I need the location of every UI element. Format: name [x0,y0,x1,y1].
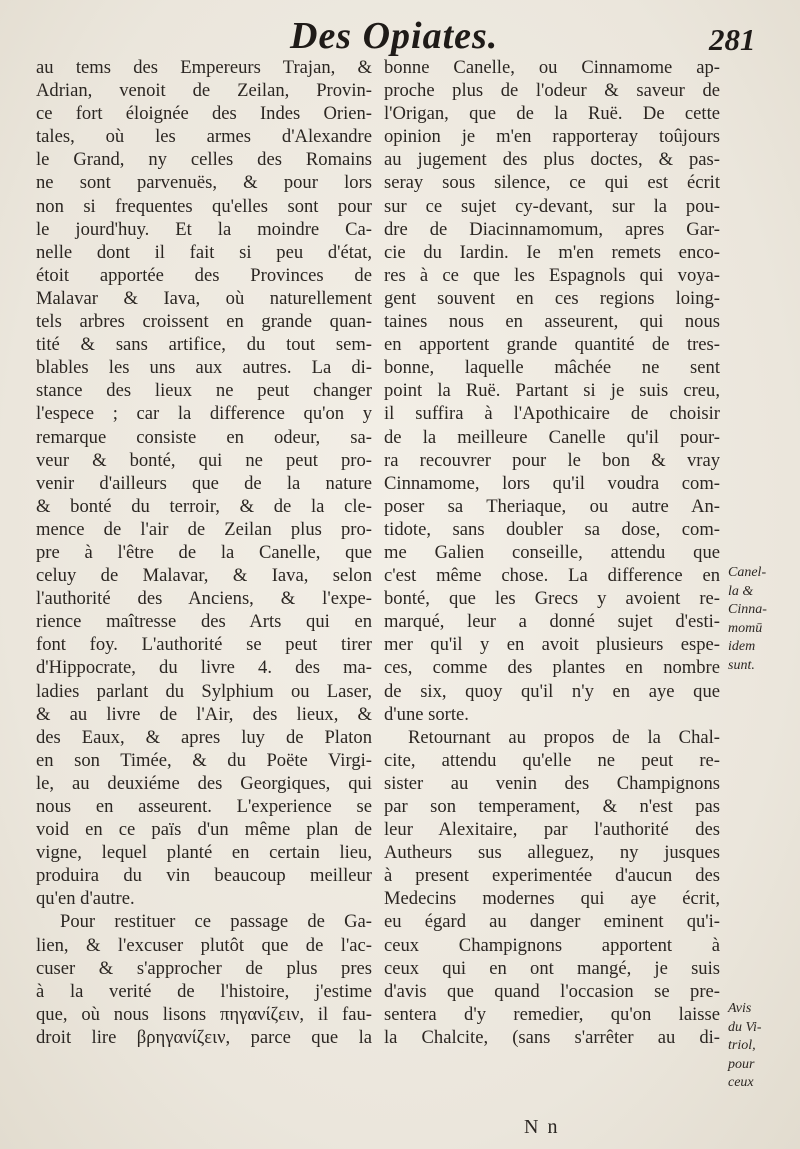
text-line: cuser & s'approcher de plus pres [36,957,372,979]
text-line: il suffira à l'Apothicaire de choisir [384,403,720,425]
text-line: sister au venin des Champignons [384,772,720,794]
text-line: bonne, laquelle mâchée ne sent [384,357,720,379]
text-line: ce fort éloignée des Indes Orien- [36,103,372,125]
text-line: point la Ruë. Partant si je suis creu, [384,380,720,402]
text-line: Cinnamome, lors qu'il voudra com- [384,472,720,494]
text-line: cite, attendu qu'elle ne peut re- [384,749,720,771]
margin-note-line: Avis [728,1001,752,1016]
text-line: ra recouvrer pour le bon & vray [384,449,720,471]
text-line: tels arbres croissent en grande quan- [36,311,372,333]
margin-note-line: Cinna- [728,602,767,617]
margin-note-canella [728,564,798,675]
text-line: remarque consiste en odeur, sa- [36,426,372,448]
text-line: l'authorité des Anciens, & l'expe- [36,588,372,610]
text-line: à la verité de l'histoire, j'estime [36,980,372,1002]
text-line: d'avis que quand l'occasion se pre- [384,980,720,1002]
text-line: stance des lieux ne peut changer [36,380,372,402]
margin-note-line: du Vi- [728,1019,762,1035]
margin-note-line: momū [728,620,763,636]
text-line: de six, quoy qu'il n'y en aye que [384,680,720,702]
text-line: & bonté du terroir, & de la cle- [36,495,372,517]
greek-word-line: droit lire βρηγανίζειν, parce que la [36,1026,372,1048]
text-line: pre à l'être de la Canelle, que [36,541,372,563]
text-line: ceux qui en ont mangé, je suis [384,957,720,979]
text-line: de la meilleure Canelle qu'il pour- [384,426,720,448]
text-line: opinion je m'en rapporteray toûjours [384,126,720,148]
text-line: rience maîtresse des Arts qui en [36,611,372,633]
text-line: mence de l'air de Zeilan plus pro- [36,518,372,540]
margin-note-line: Canel- [728,565,767,580]
text-line: vigne, lequel planté en certain lieu, [36,842,372,864]
text-line: le jourd'huy. Et la moindre Ca- [36,218,372,240]
text-line: bonté, que les Grecs y avoient re- [384,588,720,610]
text-line: l'Origan, que de la Ruë. De cette [384,103,720,125]
text-line: res à ce que les Espagnols qui voya- [384,264,720,286]
text-line: Autheurs sus alleguez, ny jusques [384,842,720,864]
page-header [0,10,800,60]
text-line: en son Timée, & du Poëte Virgi- [36,749,372,771]
greek-word-line: que, où nous lisons πηγανίζειν, il fau- [36,1003,372,1025]
text-line: c'est même chose. La difference en [384,565,720,587]
margin-note-line: sunt. [728,657,755,673]
text-line: dre de Diacinnamomum, apres Gar- [384,218,720,240]
text-line: eu égard au danger eminent qu'i- [384,911,720,933]
signature-mark: N n [524,1116,560,1138]
right-text-column [384,56,720,1049]
text-line: blables les uns aux autres. La di- [36,357,372,379]
margin-note-line: pour [728,1056,755,1072]
text-line: d'Hippocrate, du livre 4. des ma- [36,657,372,679]
running-title: Des Opiates. [290,15,499,57]
text-line: veur & bonté, qui ne peut pro- [36,449,372,471]
text-line: celuy de Malavar, & Iava, selon [36,565,372,587]
text-line: taines nous en asseurent, qui nous [384,311,720,333]
paragraph-end-line: qu'en d'autre. [36,888,135,910]
text-line: en apportent grande quantité de tres- [384,334,720,356]
text-line: tidote, sans doubler sa dose, com- [384,518,720,540]
text-line: venir d'ailleurs que de la nature [36,472,372,494]
paragraph-end-line: d'une sorte. [384,703,469,725]
page-number: 281 [709,22,756,57]
text-line: au tems des Empereurs Trajan, & [36,57,372,78]
text-line: ces, comme des plantes en nombre [384,657,720,679]
text-line: marqué, leur a donné sujet d'esti- [384,611,720,633]
text-line: tales, où les armes d'Alexandre [36,126,372,148]
text-line: des Eaux, & apres luy de Platon [36,726,372,748]
paragraph-start-line: Pour restituer ce passage de Ga- [60,911,372,933]
text-line: par son temperament, & n'est pas [384,796,720,817]
left-text-column [36,56,372,1049]
text-line: la Chalcite, (sans s'arrêter au di- [384,1026,720,1048]
text-line: l'espece ; car la difference qu'on y [36,403,372,425]
text-line: void en ce païs d'un même plan de [36,819,372,841]
text-line: non si frequentes qu'elles sont pour [36,195,372,217]
text-line: poser sa Theriaque, ou autre An- [384,495,720,517]
text-line: mer qu'il y en avoit plusieurs espe- [384,634,720,656]
margin-note-line: ceux [728,1075,754,1090]
margin-note-line: la & [728,583,754,599]
text-line: font foy. L'authorité se peut tirer [36,634,372,656]
text-line: à present experimentée d'aucun des [384,865,720,887]
margin-note-vitriol [728,1000,798,1093]
text-line: ladies parlant du Sylphium ou Laser, [36,680,372,702]
text-line: étoit apportée des Provinces de [36,264,372,286]
text-line: bonne Canelle, ou Cinnamome ap- [384,57,720,78]
margin-note-line: triol, [728,1038,756,1053]
text-line: Malavar & Iava, où naturellement [36,287,372,309]
text-line: Adrian, venoit de Zeilan, Provin- [36,80,372,102]
text-line: me Galien conseille, attendu que [384,541,720,563]
text-line: sentera d'y remedier, qu'on laisse [384,1003,720,1025]
paragraph-start-line: Retournant au propos de la Chal- [408,726,720,748]
text-line: & au livre de l'Air, des lieux, & [36,703,372,725]
text-line: proche plus de l'odeur & saveur de [384,80,720,102]
text-line: nous en asseurent. L'experience se [36,796,372,817]
text-line: Medecins modernes qui aye écrit, [384,888,720,910]
margin-note-line: idem [728,639,756,654]
text-line: ne sont parvenuës, & pour lors [36,172,372,194]
text-line: au jugement des plus doctes, & pas- [384,149,720,171]
text-line: tité & sans artifice, du tout sem- [36,334,372,356]
text-line: gent souvent en ces regions loing- [384,287,720,309]
text-line: sur ce sujet cy-devant, sur la pou- [384,195,720,217]
text-line: leur Alexitaire, par l'authorité des [384,819,720,841]
text-line: ceux Champignons apportent à [384,934,720,956]
text-line: produira du vin beaucoup meilleur [36,865,372,887]
text-line: nelle dont il fait si peu d'état, [36,241,372,263]
text-line: cie du Iardin. Ie m'en remets enco- [384,241,720,263]
text-line: lien, & l'excuser plutôt que de l'ac- [36,934,372,956]
text-line: le Grand, ny celles des Romains [36,149,372,171]
text-line: seray sous silence, ce qui est écrit [384,172,720,194]
text-line: le, au deuxiéme des Georgiques, qui [36,772,372,794]
